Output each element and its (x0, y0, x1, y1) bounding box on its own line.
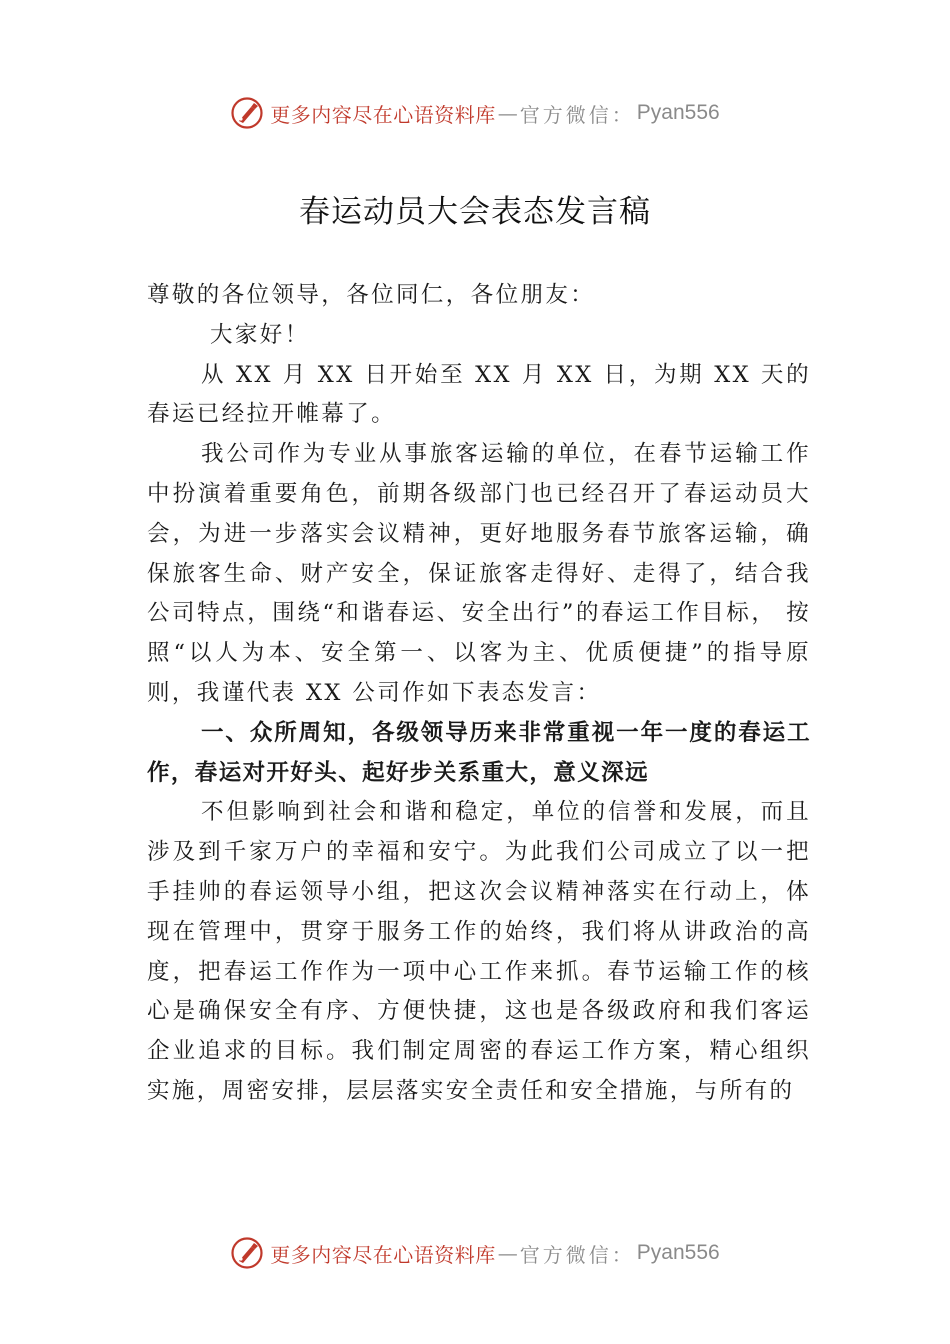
header-watermark (0, 93, 950, 133)
greeting: 大家好！ (210, 321, 310, 348)
watermark-brand: 更多内容尽在心语资料库 (270, 1242, 496, 1267)
paragraph: 我公司作为专业从事旅客运输的单位，在春节运输工作中扮演着重要角色，前期各级部门也已经召开了春运动员大会，为进一步落实会议精神，更好地服务春节旅客运输，确保旅客生命、财产安全，保证旅客走得好、走得了，结合我公司特点，围绕“和谐春运、安全出行”的春运工作目标， 按照“以人为本、安全第一、以客为主、优质便捷”的指导原则，我谨代表 XX 公司作如下表态发言： (147, 441, 811, 706)
pen-nib-circle-icon (230, 1236, 264, 1270)
section-paragraph: 不但影响到社会和谐和稳定，单位的信誉和发展，而且涉及到千家万户的幸福和安宁。为此我们公司成立了以一把手挂帅的春运领导小组，把这次会议精神落实在行动上，体现在管理中，贯穿于服务工作的始终，我们将从讲政治的高度，把春运工作作为一项中心工作来抓。春节运输工作的核心是确保安全有序、方便快捷，这也是各级政府和我们客运企业追求的目标。我们制定周密的春运工作方案，精心组织实施，周密安排，层层落实安全责任和安全措施，与所有的 (147, 799, 811, 1104)
watermark-brand: 更多内容尽在心语资料库 (270, 102, 496, 127)
watermark-official-label: 官方微信： (519, 1242, 635, 1267)
section-heading: 一、众所周知，各级领导历来非常重视一年一度的春运工作，春运对开好头、起好步关系重大，意义深远 (147, 719, 811, 786)
watermark-official-label: 官方微信： (519, 102, 635, 127)
salutation: 尊敬的各位领导，各位同仁，各位朋友： (147, 282, 596, 308)
watermark-wechat-id: Pyan556 (636, 101, 720, 124)
watermark-separator: — (497, 101, 518, 125)
pen-nib-circle-icon (230, 96, 264, 130)
document-body (147, 276, 811, 1112)
document-title: 春运动员大会表态发言稿 (299, 194, 651, 230)
watermark-wechat-id: Pyan556 (636, 1241, 720, 1264)
footer-watermark (0, 1233, 950, 1273)
paragraph: 从 XX 月 XX 日开始至 XX 月 XX 日，为期 XX 天的春运已经拉开帷幕了。 (147, 361, 811, 428)
watermark-separator: — (497, 1241, 518, 1265)
